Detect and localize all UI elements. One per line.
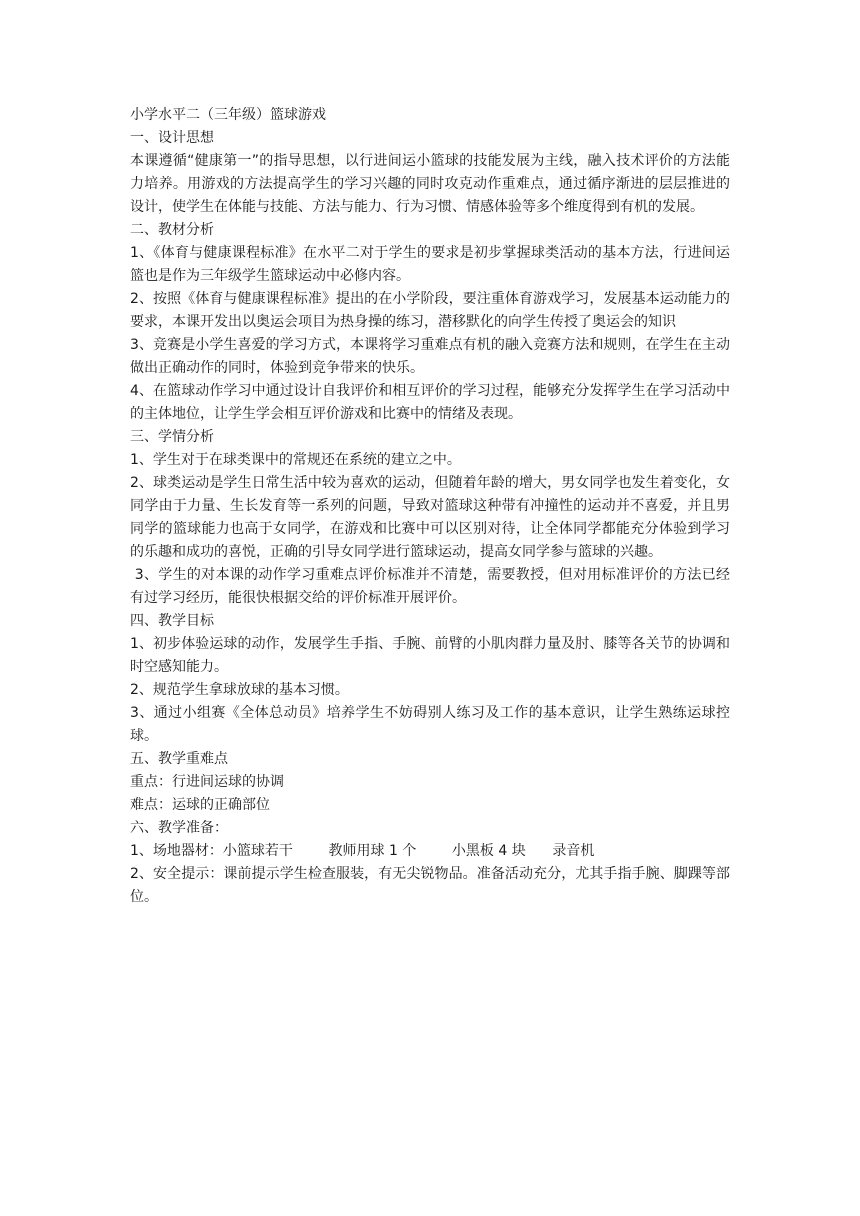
paragraph: 4、在篮球动作学习中通过设计自我评价和相互评价的学习过程，能够充分发挥学生在学习活动中的主体地位，让学生学会相互评价游戏和比赛中的情绪及表现。 (130, 383, 730, 422)
section-heading-design: 一、设计思想 (130, 130, 214, 146)
paragraph: 2、按照《体育与健康课程标准》提出的在小学阶段，要注重体育游戏学习，发展基本运动能力的要求，本课开发出以奥运会项目为热身操的练习，潜移默化的向学生传授了奥运会的知识 (130, 291, 730, 330)
section-heading-material: 二、教材分析 (130, 222, 214, 238)
section-heading-keypoints: 五、教学重难点 (130, 751, 228, 767)
paragraph: 3、学生的对本课的动作学习重难点评价标准并不清楚，需要教授，但对用标准评价的方法已经有过学习经历，能很快根据交给的评价标准开展评价。 (130, 567, 731, 606)
paragraph: 1、场地器材：小篮球若干 教师用球 1 个 小黑板 4 块 录音机 (130, 843, 595, 859)
paragraph: 难点：运球的正确部位 (130, 797, 270, 813)
paragraph: 2、球类运动是学生日常生活中较为喜欢的运动，但随着年龄的增大，男女同学也发生着变化，女同学由于力量、生长发育等一系列的问题，导致对篮球这种带有冲撞性的运动并不喜爱，并且男同学的篮球能力也高于女同学，在游戏和比赛中可以区别对待，让全体同学都能充分体验到学习的乐趣和成功的喜悦，正确的引导女同学进行篮球运动，提高女同学参与篮球的兴趣。 (130, 475, 730, 560)
section-heading-preparation: 六、教学准备： (130, 820, 228, 836)
paragraph: 本课遵循“健康第一”的指导思想，以行进间运小篮球的技能发展为主线，融入技术评价的方法能力培养。用游戏的方法提高学生的学习兴趣的同时攻克动作重难点，通过循序渐进的层层推进的设计，使学生在体能与技能、方法与能力、行为习惯、情感体验等多个维度得到有机的发展。 (130, 153, 730, 215)
paragraph: 1、《体育与健康课程标准》在水平二对于学生的要求是初步掌握球类活动的基本方法，行进间运篮也是作为三年级学生篮球运动中必修内容。 (130, 245, 730, 284)
document-body (130, 104, 730, 909)
section-heading-students: 三、学情分析 (130, 429, 214, 445)
paragraph: 1、初步体验运球的动作，发展学生手指、手腕、前臂的小肌肉群力量及肘、膝等各关节的协调和时空感知能力。 (130, 636, 730, 675)
paragraph: 2、安全提示：课前提示学生检查服装，有无尖锐物品。准备活动充分，尤其手指手腕、脚踝等部位。 (130, 866, 730, 905)
paragraph: 2、规范学生拿球放球的基本习惯。 (130, 682, 349, 698)
paragraph: 重点：行进间运球的协调 (130, 774, 284, 790)
paragraph: 3、通过小组赛《全体总动员》培养学生不妨碍别人练习及工作的基本意识，让学生熟练运球控球。 (130, 705, 730, 744)
paragraph: 1、学生对于在球类课中的常规还在系统的建立之中。 (130, 452, 461, 468)
section-heading-goals: 四、教学目标 (130, 613, 214, 629)
document-title: 小学水平二（三年级）篮球游戏 (130, 107, 326, 123)
paragraph: 3、竞赛是小学生喜爱的学习方式，本课将学习重难点有机的融入竞赛方法和规则，在学生在主动做出正确动作的同时，体验到竞争带来的快乐。 (130, 337, 730, 376)
